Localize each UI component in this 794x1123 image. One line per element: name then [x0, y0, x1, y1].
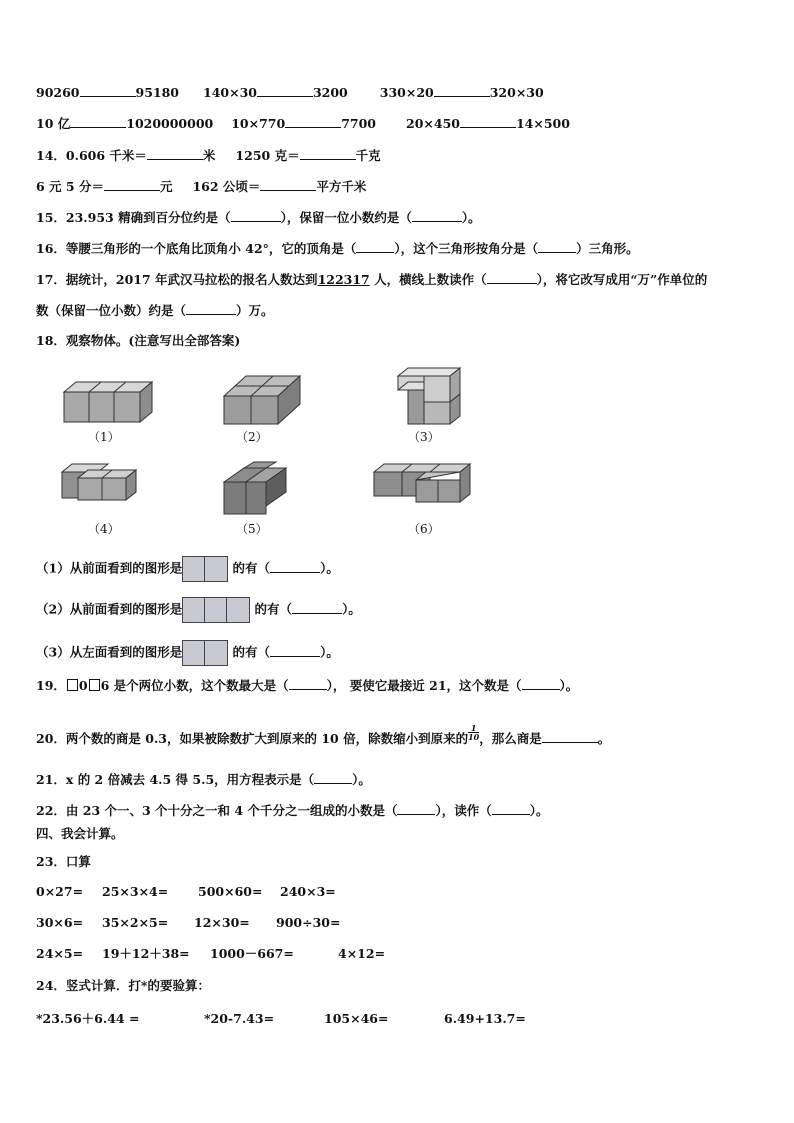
question-18-sub-2: （2）从前面看到的图形是 的有（ ）。: [36, 597, 361, 623]
section-4-heading: 四、我会计算。: [36, 826, 124, 841]
answer-blank[interactable]: [314, 771, 352, 784]
answer-blank[interactable]: [300, 147, 356, 160]
question-18-sub-3: （3）从左面看到的图形是 的有（ ）。: [36, 640, 339, 666]
figure-caption: （1）: [88, 430, 120, 444]
figure-caption: （2）: [236, 430, 268, 444]
fraction: $\frac{1}{10}$: [468, 723, 480, 742]
view-shape-two-squares: [182, 640, 228, 666]
answer-blank[interactable]: [356, 240, 394, 253]
cube-figure-3: [396, 366, 462, 426]
answer-blank[interactable]: [434, 84, 490, 97]
cube-figure-4: [60, 462, 138, 502]
vertical-calc-row: *23.56＋6.44 = *20-7.43= 105×46= 6.49+13.7=: [36, 1011, 526, 1026]
blank-box[interactable]: [67, 679, 78, 691]
answer-blank[interactable]: [285, 115, 341, 128]
answer-blank[interactable]: [257, 84, 313, 97]
answer-blank[interactable]: [542, 730, 598, 743]
answer-blank[interactable]: [80, 84, 136, 97]
answer-blank[interactable]: [412, 209, 462, 222]
cube-figure-2: [222, 374, 302, 426]
view-shape-three-squares: [182, 597, 250, 623]
question-23-title: 23．口算: [36, 854, 91, 869]
question-14-line-1: 14．0.606 千米＝ 米 1250 克＝ 千克: [36, 148, 381, 163]
question-22: 22．由 23 个一、3 个十分之一和 4 个千分之一组成的小数是（ ），读作（ ）。: [36, 803, 549, 818]
answer-blank[interactable]: [270, 644, 320, 657]
answer-blank[interactable]: [397, 802, 435, 815]
figure-caption: （4）: [88, 522, 120, 536]
question-19: 19． 0 6 是个两位小数，这个数最大是（ ）， 要使它最接近 21，这个数是（ ）。: [36, 678, 579, 693]
question-20: 20．两个数的商是 0.3，如果被除数扩大到原来的 10 倍，除数缩小到原来的 $\frac{1}{10}$ ，那么商是 。: [36, 723, 611, 746]
cube-figure-5: [222, 460, 288, 516]
answer-blank[interactable]: [104, 178, 160, 191]
question-17-line-1: 17．据统计，2017 年武汉马拉松的报名人数达到122317 人，横线上数读作（ ），将它改写成用“万”作单位的: [36, 272, 708, 287]
compare-row-1: 90260 95180 140×30 3200 330×20 320×30: [36, 85, 544, 100]
answer-blank[interactable]: [292, 601, 342, 614]
view-shape-two-squares: [182, 556, 228, 582]
answer-blank[interactable]: [270, 560, 320, 573]
answer-blank[interactable]: [186, 302, 236, 315]
answer-blank[interactable]: [289, 677, 327, 690]
oral-calc-row-1: 0×27= 25×3×4= 500×60= 240×3=: [36, 884, 336, 899]
cube-figure-6: [372, 462, 472, 504]
figure-caption: （6）: [408, 522, 440, 536]
oral-calc-row-3: 24×5= 19＋12＋38= 1000－667= 4×12=: [36, 946, 386, 961]
cube-figure-1: [60, 378, 156, 424]
question-17-line-2: 数（保留一位小数）约是（ ）万。: [36, 303, 274, 318]
answer-blank[interactable]: [538, 240, 576, 253]
question-18-sub-1: （1）从前面看到的图形是 的有（ ）。: [36, 556, 339, 582]
answer-blank[interactable]: [231, 209, 281, 222]
oral-calc-row-2: 30×6= 35×2×5= 12×30= 900÷30=: [36, 915, 341, 930]
answer-blank[interactable]: [522, 677, 560, 690]
figure-caption: （5）: [236, 522, 268, 536]
question-14-line-2: 6 元 5 分＝ 元 162 公顷＝ 平方千米: [36, 179, 367, 194]
answer-blank[interactable]: [70, 115, 126, 128]
blank-box[interactable]: [89, 679, 100, 691]
answer-blank[interactable]: [260, 178, 316, 191]
figure-caption: （3）: [408, 430, 440, 444]
answer-blank[interactable]: [147, 147, 203, 160]
question-15: 15．23.953 精确到百分位约是（ ），保留一位小数约是（ ）。: [36, 210, 481, 225]
answer-blank[interactable]: [460, 115, 516, 128]
question-16: 16．等腰三角形的一个底角比顶角小 42°，它的顶角是（ ），这个三角形按角分是（ ）三角形。: [36, 241, 639, 256]
answer-blank[interactable]: [487, 271, 537, 284]
question-21: 21．x 的 2 倍减去 4.5 得 5.5，用方程表示是（ ）。: [36, 772, 371, 787]
answer-blank[interactable]: [492, 802, 530, 815]
question-24-title: 24．竖式计算．打*的要验算：: [36, 978, 210, 993]
question-18-title: 18．观察物体。(注意写出全部答案): [36, 333, 241, 348]
compare-row-2: 10 亿 1020000000 10×770 7700 20×450 14×500: [36, 116, 570, 131]
